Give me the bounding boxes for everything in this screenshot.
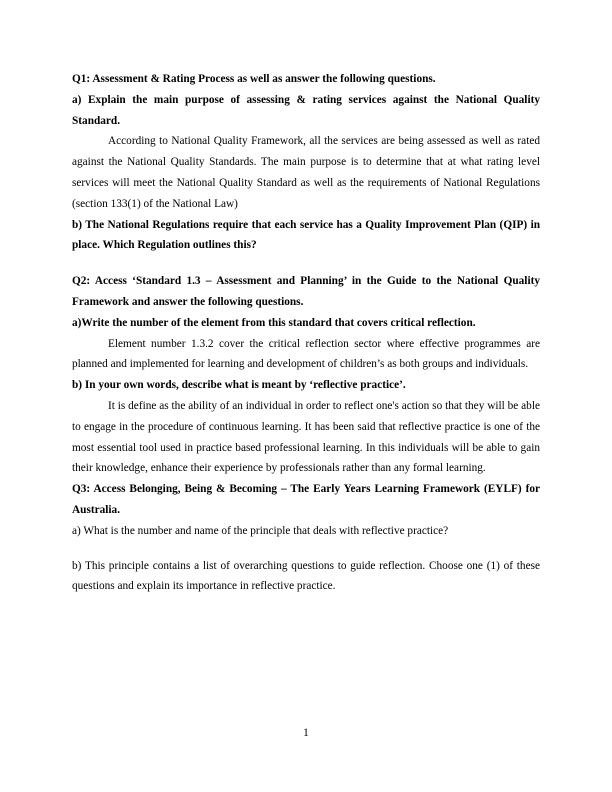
page-number: 1 bbox=[303, 727, 309, 739]
q3-b-question: b) This principle contains a list of overarching questions to guide reflection. Choose one (1) of these questions and explain its importance in reflective practice. bbox=[72, 559, 540, 593]
q1-heading: Q1: Assessment & Rating Process as well as answer the following questions. bbox=[72, 73, 436, 85]
q1-a-answer: According to National Quality Framework, all the services are being assessed as well as rated against the National Quality Standards. The main purpose is to determine that at what rating level services will meet the National Quality Standard as well as the requirements of National Regulations (section 133(1) of the National Law) bbox=[72, 135, 540, 210]
q3-a-question: a) What is the number and name of the principle that deals with reflective practice? bbox=[72, 524, 449, 537]
q2-a-answer: Element number 1.3.2 cover the critical reflection sector where effective programmes are planned and implemented for learning and development of children’s as both groups and individuals. bbox=[72, 337, 540, 371]
q1-a-question: a) Explain the main purpose of assessing & rating services against the National Quality Standard. bbox=[72, 93, 540, 127]
q1-b-question: b) The National Regulations require that each service has a Quality Improvement Plan (QIP) in place. Which Regulation outlines this? bbox=[72, 218, 540, 252]
document-page bbox=[72, 69, 540, 597]
q2-heading: Q2: Access ‘Standard 1.3 – Assessment and Planning’ in the Guide to the National Quality Framework and answer the following questions. bbox=[72, 275, 540, 308]
q2-b-answer: It is define as the ability of an individual in order to reflect one's action so that they will be able to engage in the procedure of continuous learning. It has been said that reflective practice is one of the most essential tool used in practice based professional learning. In this individuals will be able to gain their knowledge, enhance their experience by professionals rather than any formal learning. bbox=[72, 399, 540, 475]
q2-b-question: b) In your own words, describe what is meant by ‘reflective practice’. bbox=[72, 379, 406, 392]
section-spacer bbox=[72, 542, 540, 556]
section-spacer bbox=[72, 256, 540, 271]
q2-a-question: a)Write the number of the element from this standard that covers critical reflection. bbox=[72, 316, 476, 329]
q3-heading: Q3: Access Belonging, Being & Becoming – The Early Years Learning Framework (EYLF) for Australia. bbox=[72, 483, 540, 516]
